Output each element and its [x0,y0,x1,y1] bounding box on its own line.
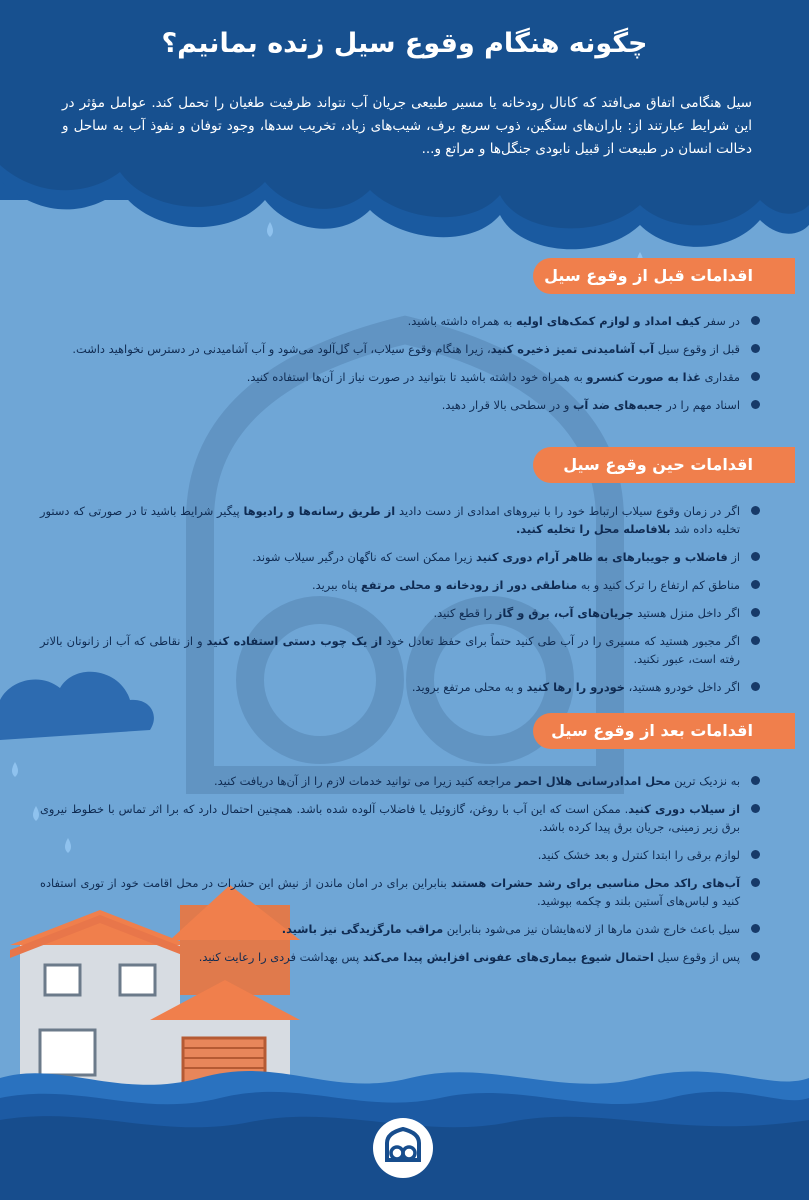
item-text: پیگیر شرایط باشید تا در صورتی که دستور تخلیه داده شد [40,504,740,536]
list-item [40,396,762,414]
bullet-icon [751,608,760,617]
bullet-icon [751,580,760,589]
emphasis-text: مناطقی دور از رودخانه و محلی مرتفع [360,578,578,592]
item-text: به نزدیک ترین [670,774,740,788]
list-item [40,548,762,566]
item-text: پس از وقوع سیل [653,950,740,964]
emphasis-text: جریان‌های آب، برق و گاز [495,606,634,620]
item-text: در سفر [700,314,740,328]
emphasis-text: جعبه‌های ضد آب [572,398,663,412]
emphasis-text: از طریق رسانه‌ها و رادیوها [243,504,396,518]
raindrop-icon [33,806,39,821]
item-text: مناطق کم ارتفاع را ترک کنید و به [577,578,740,592]
list-item [40,772,762,790]
emphasis-text: غذا به صورت کنسرو [586,370,701,384]
item-text: قبل از وقوع سیل [654,342,740,356]
item-text: سیل باعث خارج شدن مارها از لانه‌هایشان نیز می‌شود بنابراین [443,922,740,936]
item-text: و به محلی مرتفع بروید. [411,680,527,694]
list-item [40,340,762,358]
item-text: و در سطحی بالا قرار دهید. [441,398,573,412]
raindrop-icon [12,762,18,777]
item-text: اگر داخل خودرو هستید، [625,680,740,694]
item-text: را قطع کنید. [433,606,496,620]
section-header-after: اقدامات بعد از وقوع سیل [533,713,773,749]
bullet-icon [751,636,760,645]
list-item [40,920,762,938]
item-text: به همراه داشته باشید. [407,314,516,328]
list-during [40,502,762,706]
item-text: ، زیرا هنگام وقوع سیلاب، آب گل‌آلود می‌شود و آب آشامیدنی در دسترس نخواهید داشت. [72,342,491,356]
bullet-icon [751,850,760,859]
emphasis-text: کیف امداد و لوازم کمک‌های اولیه [515,314,701,328]
emphasis-text: آب‌های راکد محل مناسبی برای رشد حشرات هستند [450,876,740,890]
item-text: پناه ببرید. [312,578,361,592]
item-text: مقداری [700,370,740,384]
page-title: چگونه هنگام وقوع سیل زنده بمانیم؟ [161,28,648,59]
item-text: اگر مجبور هستید که مسیری را در آب طی کنید حتماً برای حفظ تعادل خود [382,634,740,648]
list-item [40,312,762,330]
section-header-during: اقدامات حین وقوع سیل [533,447,773,483]
list-item [40,632,762,668]
item-text: لوازم برقی را ابتدا کنترل و بعد خشک کنید. [537,848,740,862]
bullet-icon [751,400,760,409]
emphasis-text: آب آشامیدنی تمیز ذخیره کنید [490,342,655,356]
bullet-icon [751,776,760,785]
bullet-icon [751,506,760,515]
bullet-icon [751,316,760,325]
item-text: بنابراین برای در امان ماندن از نیش این حشرات در محل اقامت خود از توری استفاده کنید و لباس‌های آستین بلند و چکمه بپوشید. [40,876,740,908]
emphasis-text: از سیلاب دوری کنید [628,802,740,816]
item-text: اگر داخل منزل هستید [633,606,740,620]
item-text: مراجعه کنید زیرا می توانید خدمات لازم را از آن‌ها دریافت کنید. [214,774,515,788]
list-item [40,368,762,386]
item-text: و از نقاطی که آب از زانوتان بالاتر رفته است، عبور نکنید. [40,634,740,666]
list-item [40,948,762,966]
emphasis-text: فاضلاب و جویبارهای به ظاهر آرام دوری کنید [475,550,728,564]
list-item [40,846,762,864]
bullet-icon [751,552,760,561]
bullet-icon [751,344,760,353]
bullet-icon [751,878,760,887]
bullet-icon [751,924,760,933]
bullet-icon [751,682,760,691]
list-item [40,874,762,910]
item-text: اگر در زمان وقوع سیلاب ارتباط خود را با نیروهای امدادی از دست دادید [395,504,740,518]
list-after [40,772,762,976]
raindrop-icon [267,222,273,237]
emphasis-text: از یک چوب دستی استفاده کنید [206,634,383,648]
item-text: به همراه خود داشته باشید تا بتوانید در صورت نیاز از آن‌ها استفاده کنید. [246,370,587,384]
emphasis-text: محل امدادرسانی هلال احمر [514,774,671,788]
item-text: زیرا ممکن است که ناگهان درگیر سیلاب شوند. [252,550,476,564]
bullet-icon [751,372,760,381]
item-text: از [727,550,740,564]
item-text: . ممکن است که این آب با روغن، گازوئیل یا فاضلاب آلوده شده باشد. همچنین احتمال دارد که برا اثر تماس با خطوط نیروی برق زیر زمینی، جریان برق پیدا کرده باشد. [40,802,740,834]
intro-paragraph: سیل هنگامی اتفاق می‌افتد که کانال رودخانه یا مسیر طبیعی جریان آب نتواند ظرفیت طغیان را تحمل کند. عوامل مؤثر در این شرایط عبارتند از: باران‌های سنگین، ذوب سریع برف، شیب‌های زیاد، تخریب سدها، وجود توفان و نفوذ آب به ساحل و دخالت انسان در طبیعت از قبیل نابودی جنگل‌ها و مراتع و... [62,95,752,157]
red-crescent-logo-icon [370,1115,436,1181]
list-item [40,576,762,594]
emphasis-text: مراقب مارگزیدگی نیز باشید. [281,922,444,936]
emphasis-text: خودرو را رها کنید [526,680,626,694]
list-item [40,604,762,622]
bullet-icon [751,952,760,961]
item-text: اسناد مهم را در [662,398,740,412]
section-header-before: اقدامات قبل از وقوع سیل [533,258,773,294]
list-item [40,502,762,538]
list-item [40,678,762,696]
list-item [40,800,762,836]
emphasis-text: بلافاصله محل را تخلیه کنید. [515,522,671,536]
list-before [40,312,762,424]
emphasis-text: احتمال شیوع بیماری‌های عفونی افزایش پیدا می‌کند [362,950,654,964]
item-text: پس بهداشت فردی را رعایت کنید. [198,950,363,964]
bullet-icon [751,804,760,813]
